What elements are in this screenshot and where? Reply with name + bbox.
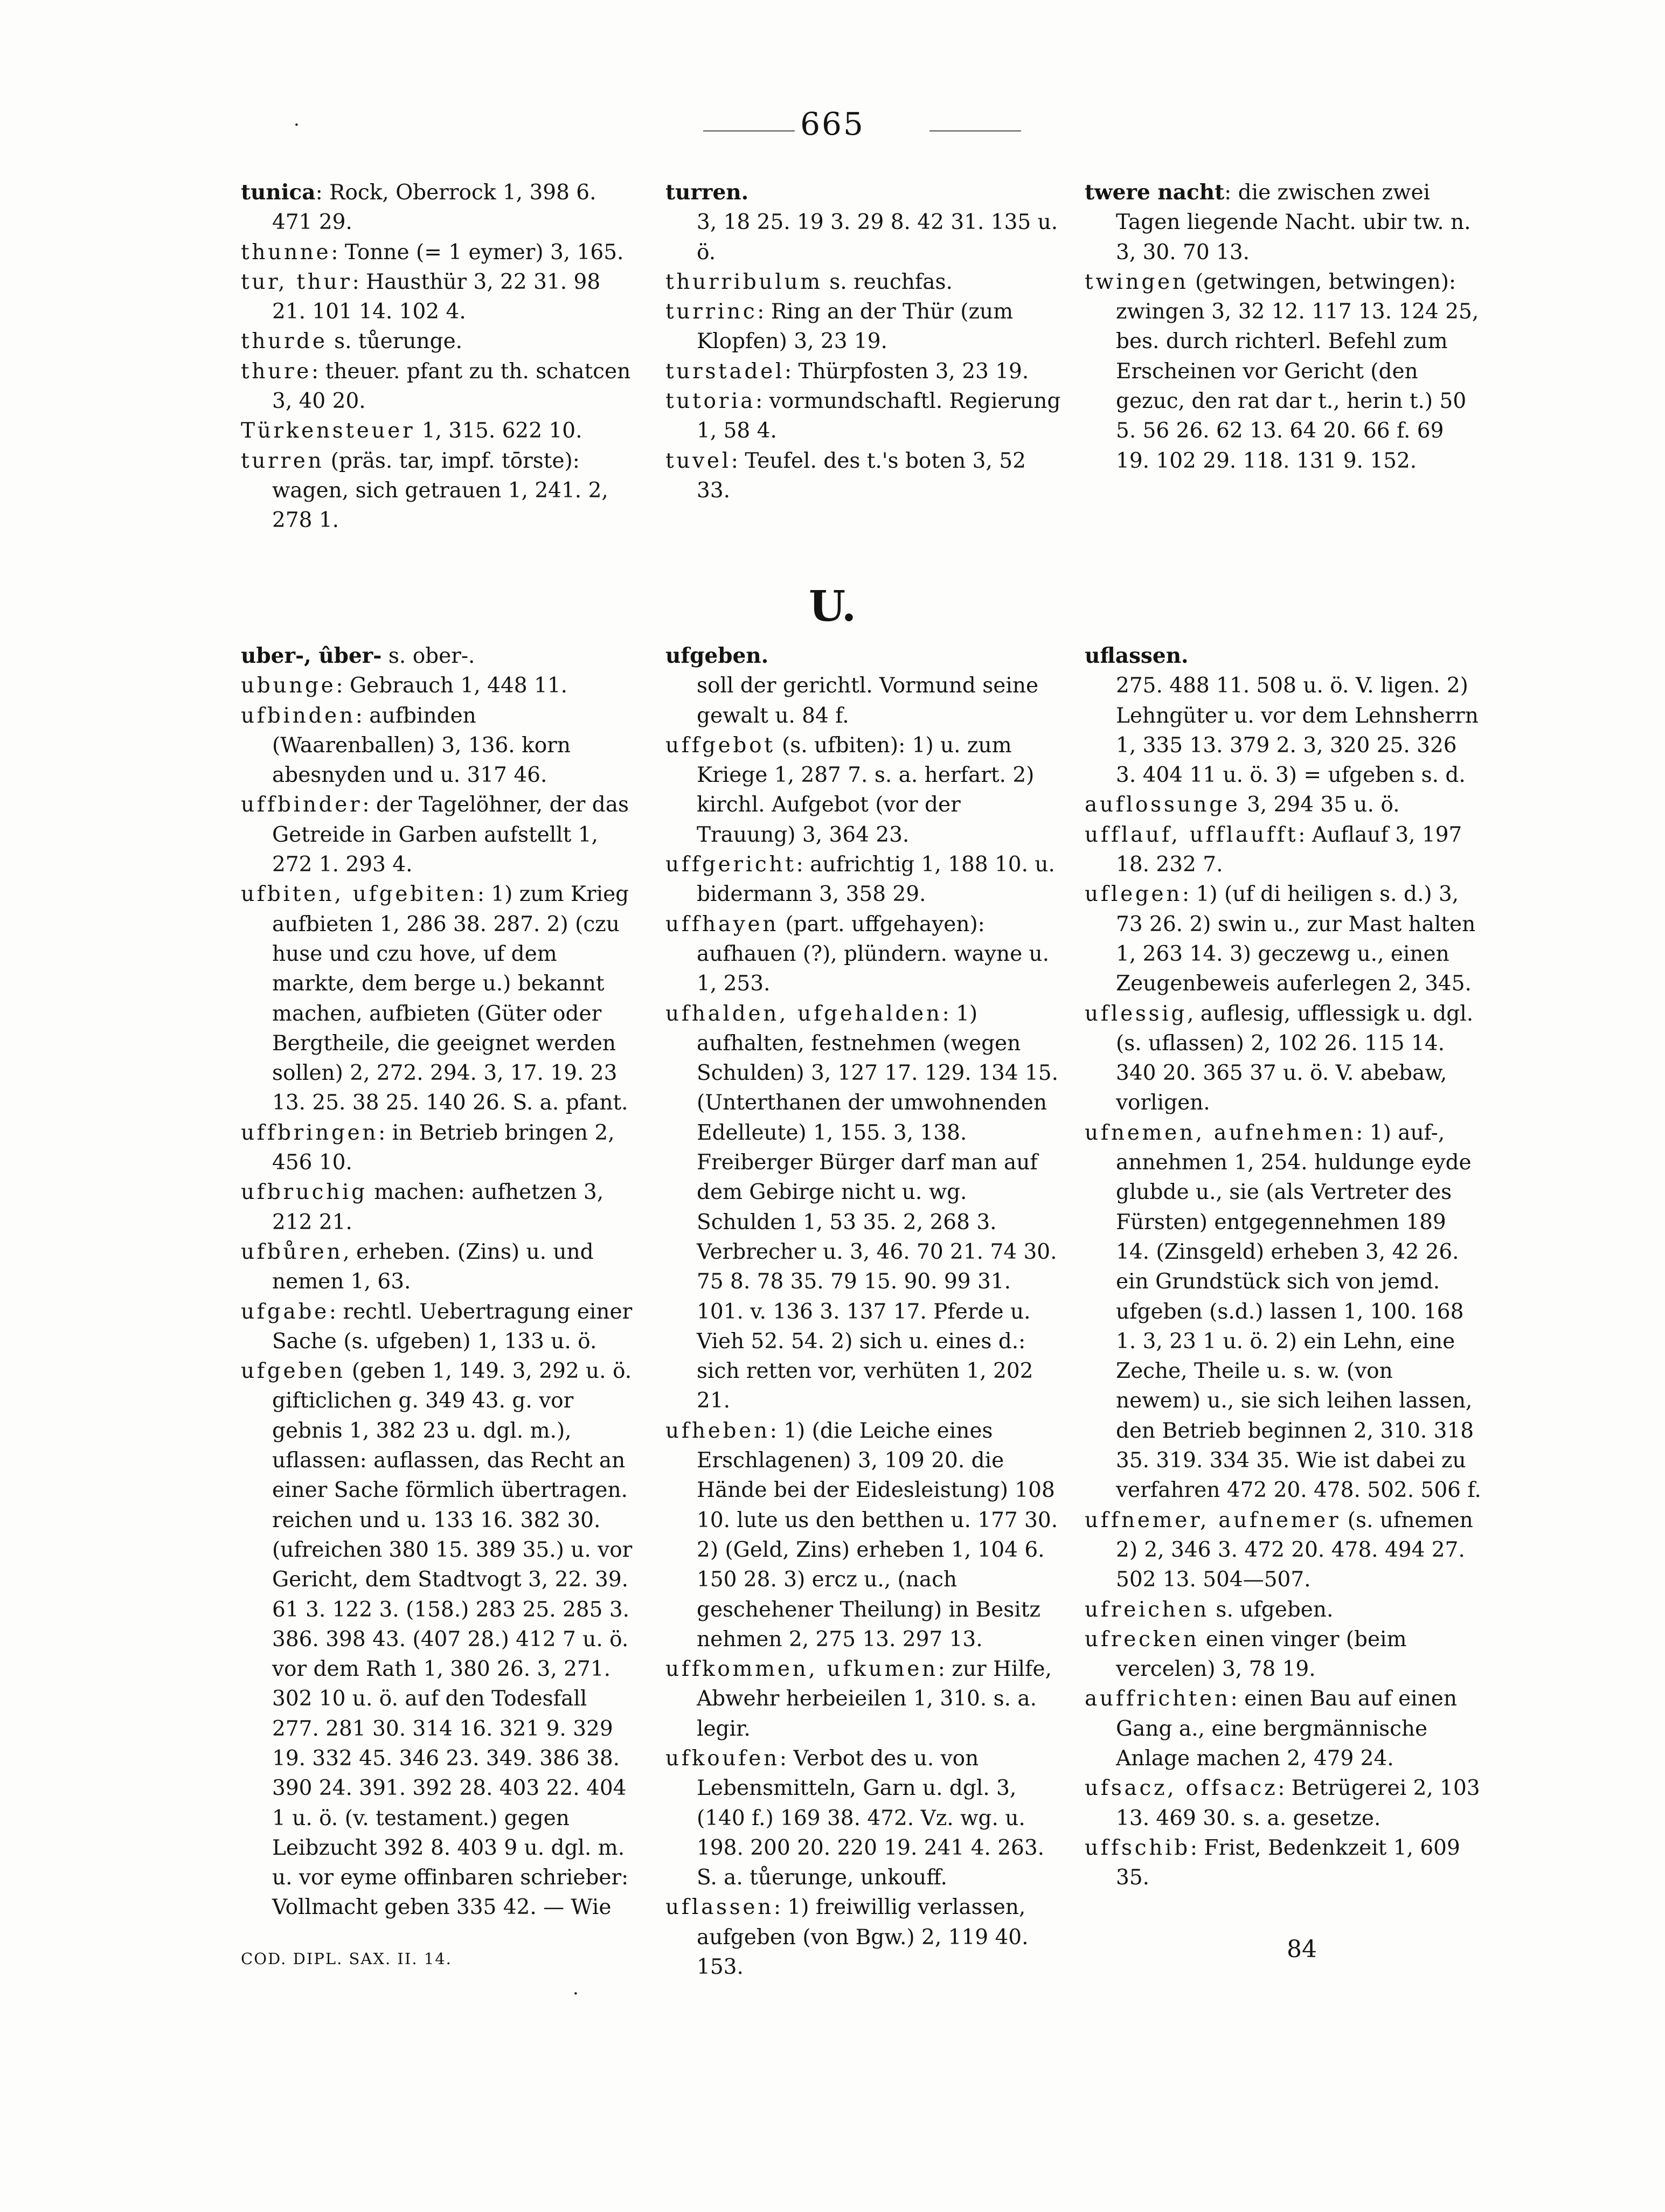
dictionary-entry	[241, 641, 640, 671]
entry-definition: : Tonne (= 1 eymer) 3, 165.	[331, 240, 624, 265]
entry-definition: : der Tagelöhner, der das Getreide in Garben aufstellt 1, 272 1. 293 4.	[272, 793, 629, 877]
entry-definition: soll der gerichtl. Vormund seine gewalt u. 84 f.	[697, 674, 1039, 728]
dictionary-entry	[665, 297, 1064, 357]
entry-headword: uffkommen, ufkumen	[665, 1657, 938, 1682]
entry-definition: machen: aufhetzen 3, 212 21.	[272, 1180, 604, 1235]
entry-headword: ufhalden, ufgehalden	[665, 1001, 942, 1026]
dictionary-entry	[1085, 1118, 1483, 1506]
entry-headword: uffbinder	[241, 793, 363, 817]
entry-headword: ufheben	[665, 1418, 770, 1443]
entry-definition: s. tůerunge.	[327, 329, 463, 354]
dictionary-entry	[241, 879, 640, 1118]
bottom-column-1	[241, 641, 640, 1923]
entry-headword: ufreichen	[1085, 1597, 1210, 1622]
dictionary-entry	[1085, 790, 1483, 820]
dictionary-entry	[241, 238, 640, 267]
dictionary-entry	[665, 1654, 1064, 1744]
top-column-3	[1085, 178, 1483, 476]
dictionary-entry	[1085, 267, 1483, 476]
entry-headword: uffnemer, aufnemer	[1085, 1508, 1341, 1533]
entry-headword: ufsacz, offsacz	[1085, 1776, 1278, 1801]
entry-definition: (geben 1, 149. 3, 292 u. ö. gifticlichen g. 349 43. g. vor gebnis 1, 382 23 u. dgl. m.), uflassen: auflassen, das Recht an einer Sache förmlich übertragen. reichen und u. 133 16. 382 30. (ufreichen 380 15. 389 35.) u. vor Gericht, dem Stadtvogt 3, 22. 39. 61 3. 122 3. (158.) 283 25. 285 3. 386. 398 43. (407 28.) 412 7 u. ö. vor dem Rath 1, 380 26. 3, 271. 302 10 u. ö. auf den Todesfall 277. 281 30. 314 16. 321 9. 329 19. 332 45. 346 23. 349. 386 38. 390 24. 391. 392 28. 403 22. 404 1 u. ö. (v. testament.) gegen Leibzucht 392 8. 403 9 u. dgl. m. u. vor eyme offinbaren schrieber: Vollmacht geben 335 42. — Wie	[272, 1359, 633, 1920]
entry-headword: turren.	[665, 180, 749, 205]
dictionary-entry	[665, 207, 1064, 267]
dictionary-entry	[1085, 1595, 1483, 1625]
entry-definition: : 1) auf-, annehmen 1, 254. huldunge eyde glubde u., sie (als Vertreter des Fürsten) entgegennehmen 189 14. (Zinsgeld) erheben 3, 42 26. ein Grundstück sich von jemd. ufgeben (s.d.) lassen 1, 100. 168 1. 3, 23 1 u. ö. 2) ein Lehn, eine Zeche, Theile u. s. w. (von newem) u., sie sich leihen lassen, den Betrieb beginnen 2, 310. 318 35. 319. 334 35. Wie ist dabei zu verfahren 472 20. 478. 502. 506 f.	[1116, 1120, 1481, 1503]
dictionary-entry	[1085, 820, 1483, 880]
dictionary-entry	[665, 357, 1064, 386]
entry-headword: uffbringen	[241, 1120, 379, 1145]
dictionary-entry	[665, 1744, 1064, 1892]
top-column-1	[241, 178, 640, 536]
entry-headword: uffgericht	[665, 852, 796, 877]
footer-signature: COD. DIPL. SAX. II. 14.	[241, 1950, 452, 1968]
entry-headword: tur, thur	[241, 269, 352, 294]
entry-headword: uber-, ûber-	[241, 643, 382, 668]
dictionary-entry	[665, 731, 1064, 850]
entry-definition: : in Betrieb bringen 2, 456 10.	[272, 1120, 615, 1175]
entry-definition: : rechtl. Uebertragung einer Sache (s. ufgeben) 1, 133 u. ö.	[272, 1299, 633, 1354]
dictionary-entry	[1085, 999, 1483, 1118]
dictionary-entry	[241, 1118, 640, 1178]
entry-headword: ufrecken	[1085, 1627, 1199, 1652]
entry-definition: (getwingen, betwingen): zwingen 3, 32 12. 117 13. 124 25, bes. durch richterl. Befehl zum Erscheinen vor Gericht (den gezuc, den rat dar t., herin t.) 50 5. 56 26. 62 13. 64 20. 66 f. 69 19. 102 29. 118. 131 9. 152.	[1116, 269, 1479, 473]
entry-headword: uflassen.	[1085, 643, 1189, 668]
entry-headword: thunne	[241, 240, 331, 265]
dictionary-entry	[241, 446, 640, 536]
entry-headword: ufgeben.	[665, 643, 769, 668]
entry-headword: thure	[241, 359, 312, 384]
dictionary-entry	[241, 416, 640, 446]
dictionary-entry	[1085, 1833, 1483, 1893]
dictionary-entry	[241, 1237, 640, 1297]
entry-headword: ufkoufen	[665, 1746, 780, 1771]
entry-headword: turren	[241, 448, 324, 473]
entry-definition: (part. uffgehayen): aufhauen (?), plündern. wayne u. 1, 253.	[697, 912, 1050, 996]
dictionary-entry	[241, 790, 640, 879]
entry-headword: Türkensteuer	[241, 419, 415, 443]
dictionary-entry	[1085, 641, 1483, 671]
entry-definition: , auflesig, ufflessigk u. dgl. (s. uflassen) 2, 102 26. 115 14. 340 20. 365 37 u. ö. V. abebaw, vorligen.	[1116, 1001, 1474, 1115]
entry-definition: : Rock, Oberrock 1, 398 6. 471 29.	[272, 181, 596, 235]
entry-definition: , erheben. (Zins) u. und nemen 1, 63.	[272, 1239, 594, 1294]
dictionary-entry	[1085, 1506, 1483, 1595]
entry-headword: uffschib	[1085, 1835, 1190, 1860]
entry-definition: einen vinger (beim vercelen) 3, 78 19.	[1116, 1627, 1407, 1682]
bottom-column-2	[665, 641, 1064, 1982]
entry-headword: tuvel	[665, 448, 731, 473]
entry-definition: : Ring an der Thür (zum Klopfen) 3, 23 19.	[697, 300, 1014, 354]
entry-headword: uflassen	[665, 1895, 774, 1920]
entry-definition: (s. ufbiten): 1) u. zum Kriege 1, 287 7. s. a. herfart. 2) kirchl. Aufgebot (vor der Trauung) 3, 364 23.	[697, 733, 1035, 847]
dictionary-entry	[241, 671, 640, 701]
entry-definition: : Verbot des u. von Lebensmitteln, Garn u. dgl. 3, (140 f.) 169 38. 472. Vz. wg. u. 198. 200 20. 220 19. 241 4. 263. S. a. tůerunge, unkouff.	[697, 1746, 1045, 1890]
entry-definition: : 1) (die Leiche eines Erschlagenen) 3, 109 20. die Hände bei der Eidesleistung) 108 10. lute us den betthen u. 177 30. 2) (Geld, Zins) erheben 1, 104 6. 150 28. 3) ercz u., (nach geschehener Theilung) in Besitz nehmen 2, 275 13. 297 13.	[697, 1418, 1058, 1652]
entry-definition: : theuer. pfant zu th. schatcen 3, 40 20.	[272, 359, 631, 414]
entry-definition: : Teufel. des t.'s boten 3, 52 33.	[697, 448, 1026, 503]
entry-headword: ufbinden	[241, 703, 356, 728]
entry-definition: : aufbinden (Waarenballen) 3, 136. korn abesnyden und u. 317 46.	[272, 703, 571, 788]
entry-headword: twere nacht	[1085, 180, 1225, 205]
dictionary-entry	[665, 386, 1064, 446]
entry-definition: 3, 294 35 u. ö.	[1240, 793, 1400, 817]
entry-headword: ufgabe	[241, 1299, 329, 1324]
entry-definition: : Betrügerei 2, 103 13. 469 30. s. a. gesetze.	[1116, 1776, 1480, 1830]
dictionary-entry	[1085, 879, 1483, 998]
entry-definition: s. ufgeben.	[1209, 1597, 1334, 1622]
dictionary-entry	[665, 671, 1064, 731]
dictionary-entry	[665, 178, 1064, 207]
entry-headword: ufbruchig	[241, 1180, 367, 1205]
page-number: 665	[800, 106, 865, 142]
entry-definition: : einen Bau auf einen Gang a., eine bergmännische Anlage machen 2, 479 24.	[1116, 1687, 1457, 1771]
entry-definition: : Auflauf 3, 197 18. 232 7.	[1116, 822, 1462, 877]
dictionary-entry	[1085, 1773, 1483, 1833]
entry-definition: : 1) aufhalten, festnehmen (wegen Schulden) 3, 127 17. 129. 134 15. (Unterthanen der umwohnenden Edelleute) 1, 155. 3, 138. Freiberger Bürger darf man auf dem Gebirge nicht u. wg. Schulden 1, 53 35. 2, 268 3. Verbrecher u. 3, 46. 70 21. 74 30. 75 8. 78 35. 79 15. 90. 99 31. 101. v. 136 3. 137 17. Pferde u. Vieh 52. 54. 2) sich u. eines d.: sich retten vor, verhüten 1, 202 21.	[697, 1001, 1058, 1413]
entry-headword: auflossunge	[1085, 793, 1240, 817]
entry-headword: uffgebot	[665, 733, 775, 758]
entry-definition: 1, 315. 622 10.	[415, 419, 582, 443]
entry-definition: : Gebrauch 1, 448 11.	[336, 674, 568, 698]
dictionary-entry	[665, 1892, 1064, 1982]
entry-headword: uflegen	[1085, 882, 1183, 907]
dictionary-entry	[241, 327, 640, 356]
entry-headword: uflessig	[1085, 1001, 1188, 1026]
dictionary-entry	[665, 999, 1064, 1416]
entry-definition: : Hausthür 3, 22 31. 98 21. 101 14. 102 4.	[272, 269, 601, 324]
dictionary-entry	[1085, 1684, 1483, 1773]
entry-definition: (s. ufnemen 2) 2, 346 3. 472 20. 478. 494 27. 502 13. 504—507.	[1116, 1508, 1473, 1592]
entry-definition: : 1) zum Krieg aufbieten 1, 286 38. 287. 2) (czu huse und czu hove, uf dem markte, dem berge u.) bekannt machen, aufbieten (Güter oder Bergtheile, die geeignet werden sollen) 2, 272. 294. 3, 17. 19. 23 13. 25. 38 25. 140 26. S. a. pfant.	[272, 882, 629, 1115]
entry-headword: auffrichten	[1085, 1687, 1231, 1711]
entry-definition: : Thürpfosten 3, 23 19.	[785, 359, 1029, 384]
section-heading-u: U.	[808, 582, 857, 631]
entry-headword: ufflauf, ufflaufft	[1085, 822, 1299, 847]
entry-definition: : 1) freiwillig verlassen, aufgeben (von Bgw.) 2, 119 40. 153.	[697, 1895, 1029, 1980]
entry-headword: ufbiten, ufgebiten	[241, 882, 477, 907]
entry-headword: ufnemen, aufnehmen	[1085, 1120, 1356, 1145]
entry-headword: turrinc	[665, 300, 758, 324]
entry-definition: : 1) (uf di heiligen s. d.) 3, 73 26. 2) swin u., zur Mast halten 1, 263 14. 3) geczewg u., einen Zeugenbeweis auferlegen 2, 345.	[1116, 882, 1476, 996]
entry-headword: thurde	[241, 329, 328, 354]
dictionary-entry	[241, 701, 640, 791]
entry-headword: tutoria	[665, 389, 756, 414]
entry-headword: uffhayen	[665, 912, 779, 937]
entry-definition: : die zwischen zwei Tagen liegende Nacht. ubir tw. n. 3, 30. 70 13.	[1116, 181, 1471, 265]
entry-definition: : aufrichtig 1, 188 10. u. bidermann 3, 358 29.	[697, 852, 1055, 907]
top-column-2	[665, 178, 1064, 505]
entry-definition: : zur Hilfe, Abwehr herbeieilen 1, 310. s. a. legir.	[697, 1657, 1052, 1741]
dictionary-entry	[241, 1177, 640, 1237]
dictionary-entry	[665, 1416, 1064, 1654]
dictionary-entry	[665, 267, 1064, 297]
dictionary-entry	[241, 267, 640, 327]
entry-headword: ubunge	[241, 674, 336, 698]
dictionary-entry	[665, 850, 1064, 910]
header-rule-left	[703, 130, 795, 131]
entry-headword: thurribulum	[665, 269, 823, 294]
entry-definition: : vormundschaftl. Regierung 1, 58 4.	[697, 389, 1061, 443]
entry-definition: s. ober-.	[381, 644, 475, 668]
bottom-column-3	[1085, 641, 1483, 1892]
dictionary-entry	[241, 178, 640, 238]
sheet-number: 84	[1287, 1936, 1317, 1963]
dictionary-entry	[665, 641, 1064, 671]
dictionary-entry	[1085, 1625, 1483, 1684]
entry-headword: twingen	[1085, 269, 1189, 294]
entry-definition: (präs. tar, impf. tōrste): wagen, sich getrauen 1, 241. 2, 278 1.	[272, 448, 608, 533]
dictionary-entry	[1085, 671, 1483, 790]
entry-headword: tunica	[241, 180, 316, 205]
dictionary-entry	[665, 910, 1064, 999]
dictionary-entry	[241, 357, 640, 417]
dictionary-entry	[1085, 178, 1483, 267]
entry-headword: turstadel	[665, 359, 785, 384]
entry-headword: ufgeben	[241, 1359, 345, 1384]
entry-headword: ufbůren	[241, 1239, 343, 1264]
header-rule-right	[929, 130, 1021, 131]
entry-definition: 3, 18 25. 19 3. 29 8. 42 31. 135 u. ö.	[697, 210, 1058, 265]
entry-definition: 275. 488 11. 508 u. ö. V. ligen. 2) Lehngüter u. vor dem Lehnsherrn 1, 335 13. 379 2. 3, 320 25. 326 3. 404 11 u. ö. 3) = ufgeben s. d.	[1116, 674, 1479, 788]
entry-definition: : Frist, Bedenkzeit 1, 609 35.	[1116, 1835, 1460, 1890]
dictionary-entry	[241, 1297, 640, 1357]
dictionary-entry	[241, 1356, 640, 1923]
entry-definition: s. reuchfas.	[822, 269, 953, 294]
dictionary-entry	[665, 446, 1064, 506]
